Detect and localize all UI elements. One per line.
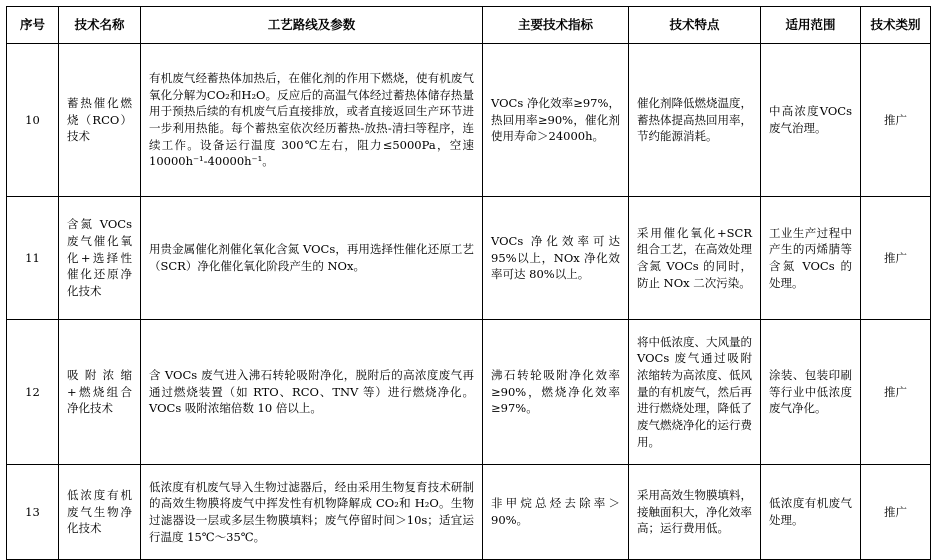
row-features: 采用高效生物膜填料，接触面积大，净化效率高；运行费用低。 [629, 465, 761, 560]
row-process: 低浓度有机废气导入生物过滤器后，经由采用生物复育技术研制的高效生物膜将废气中挥发性有机物降解成 CO₂和 H₂O。生物过滤器设一层或多层生物膜填料；废气停留时间＞10s；适宜运行温度 15℃～35℃。 [141, 465, 483, 560]
table-row [7, 465, 931, 560]
header-no: 序号 [7, 7, 59, 44]
header-scope: 适用范围 [761, 7, 861, 44]
row-category: 推广 [861, 44, 931, 197]
row-category: 推广 [861, 197, 931, 320]
row-indicators: 沸石转轮吸附净化效率≥90%，燃烧净化效率≥97%。 [483, 320, 629, 465]
table-row [7, 44, 931, 197]
technology-table [6, 6, 931, 560]
row-features: 采用催化氧化+SCR 组合工艺，在高效处理含氮 VOCs 的同时，防止 NOx 二次污染。 [629, 197, 761, 320]
header-category: 技术类别 [861, 7, 931, 44]
table-row [7, 197, 931, 320]
row-features: 将中低浓度、大风量的 VOCs 废气通过吸附浓缩转为高浓度、低风量的有机废气，然后再进行燃烧处理，降低了废气燃烧净化的运行费用。 [629, 320, 761, 465]
row-name: 含氮 VOCs 废气催化氧化+选择性催化还原净化技术 [59, 197, 141, 320]
row-indicators: VOCs 净化效率可达95%以上，NOx 净化效率可达 80%以上。 [483, 197, 629, 320]
row-features: 催化剂降低燃烧温度，蓄热体提高热回用率，节约能源消耗。 [629, 44, 761, 197]
header-indicators: 主要技术指标 [483, 7, 629, 44]
row-no: 13 [7, 465, 59, 560]
row-no: 12 [7, 320, 59, 465]
row-scope: 涂装、包装印刷等行业中低浓度废气净化。 [761, 320, 861, 465]
row-name: 吸附浓缩+燃烧组合净化技术 [59, 320, 141, 465]
row-process: 用贵金属催化剂催化氧化含氮 VOCs，再用选择性催化还原工艺（SCR）净化催化氧化阶段产生的 NOx。 [141, 197, 483, 320]
row-name: 低浓度有机废气生物净化技术 [59, 465, 141, 560]
row-no: 11 [7, 197, 59, 320]
row-category: 推广 [861, 320, 931, 465]
header-name: 技术名称 [59, 7, 141, 44]
row-indicators: 非甲烷总烃去除率＞90%。 [483, 465, 629, 560]
row-process: 有机废气经蓄热体加热后，在催化剂的作用下燃烧，使有机废气氧化分解为CO₂和H₂O。反应后的高温气体经过蓄热体储存热量用于预热后续的有机废气后直接排放，或者直接返回生产环节进一步利用热能。每个蓄热室依次经历蓄热-放热-清扫等程序，连续工作。设备运行温度 300℃左右，阻力≤5000Pa，空速10000h⁻¹-40000h⁻¹。 [141, 44, 483, 197]
table-row [7, 320, 931, 465]
row-process: 含 VOCs 废气进入沸石转轮吸附净化，脱附后的高浓度废气再通过燃烧装置（如 RTO、RCO、TNV 等）进行燃烧净化。VOCs 吸附浓缩倍数 10 倍以上。 [141, 320, 483, 465]
row-scope: 低浓度有机废气处理。 [761, 465, 861, 560]
row-scope: 工业生产过程中产生的丙烯腈等含氮 VOCs 的处理。 [761, 197, 861, 320]
row-indicators: VOCs 净化效率≥97%，热回用率≥90%，催化剂使用寿命＞24000h。 [483, 44, 629, 197]
header-features: 技术特点 [629, 7, 761, 44]
header-process: 工艺路线及参数 [141, 7, 483, 44]
row-no: 10 [7, 44, 59, 197]
table-header-row [7, 7, 931, 44]
row-name: 蓄热催化燃烧（RCO）技术 [59, 44, 141, 197]
row-scope: 中高浓度VOCs废气治理。 [761, 44, 861, 197]
row-category: 推广 [861, 465, 931, 560]
